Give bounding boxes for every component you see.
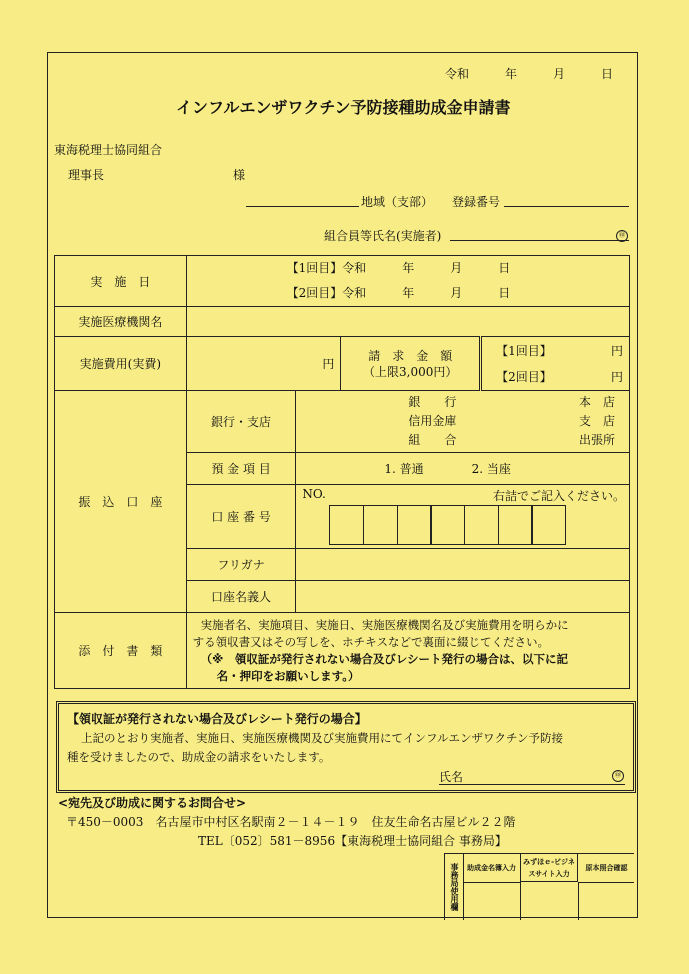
attach-label: 添 付 書 類 <box>55 613 187 689</box>
attach-line2: する領収書又はその写しを、ホチキスなどで裏面に綴じてください。 <box>192 634 549 649</box>
bank-type: 信用金庫 <box>408 414 457 428</box>
bank-type: 組 合 <box>408 433 457 447</box>
claim1-label: 【1回目】 <box>496 343 552 358</box>
claim2-label: 【2回目】 <box>496 369 552 384</box>
digit-boxes <box>330 505 566 545</box>
digit-box[interactable] <box>498 505 533 545</box>
bank-field[interactable] <box>296 391 630 453</box>
addressee-sama: 様 <box>233 168 246 182</box>
digit-box[interactable] <box>363 505 398 545</box>
digit-box[interactable] <box>329 505 364 545</box>
contact-address: 〒450－0003 名古屋市中村区名駅南２－１４－１９ 住友生命名古屋ビル２２階 <box>66 815 516 829</box>
claim-label: 請 求 金 額 <box>368 348 453 363</box>
claim2-yen: 円 <box>610 369 623 384</box>
dose2-date: 【2回目】令和 年 月 日 <box>286 286 511 300</box>
digit-box[interactable] <box>430 505 465 545</box>
cost-label: 実施費用(実費) <box>55 337 187 391</box>
bank-label: 銀行・支店 <box>186 391 296 453</box>
branch-type-list <box>579 393 615 450</box>
clinic-label: 実施医療機関名 <box>55 307 187 337</box>
member-name-label: 組合員等氏名(実施者) <box>324 229 442 243</box>
transfer-label: 振 込 口 座 <box>55 391 187 613</box>
digit-box[interactable] <box>397 505 432 545</box>
date-label: 実 施 日 <box>55 256 187 307</box>
contact-tel: TEL〔052〕581－8956【東海税理士協同組合 事務局】 <box>198 834 507 848</box>
addressee-org: 東海税理士協同組合 <box>54 143 163 157</box>
date-line: 令和 年 月 日 <box>445 67 614 81</box>
office-col2-header: みずほｅ-ビジネスサイト入力 <box>521 854 578 882</box>
date-cell[interactable] <box>186 256 629 307</box>
reg-no-field[interactable] <box>504 206 629 207</box>
cost-yen: 円 <box>322 357 335 371</box>
furigana-field[interactable] <box>296 549 630 581</box>
attach-line3: （※ 領収証が発行されない場合及びレシート発行の場合は、以下に記 <box>200 651 569 666</box>
contact-heading: <宛先及び助成に関するお問合せ> <box>58 796 247 810</box>
claim-limit: （上限3,000円） <box>363 364 458 379</box>
region-field[interactable] <box>246 206 359 207</box>
account-type-options[interactable]: 1. 普通 2. 当座 <box>296 453 630 485</box>
receipt-line1: 上記のとおり実施者、実施日、実施医療機関及び実施費用にてインフルエンザワクチン予防接 <box>81 731 563 745</box>
office-col1-header: 助成金名簿入力 <box>463 854 521 883</box>
office-col3-header: 原本照合確認 <box>579 854 634 883</box>
bank-type: 銀 行 <box>408 395 457 409</box>
holder-label: 口座名義人 <box>186 581 296 613</box>
claim1-row <box>482 338 629 364</box>
holder-field[interactable] <box>296 581 630 613</box>
digit-box[interactable] <box>464 505 499 545</box>
account-type-label: 預 金 項 目 <box>186 453 296 485</box>
region-label: 地域（支部） <box>361 195 434 209</box>
attach-line1: 実施者名、実施項目、実施日、実施医療機関名及び実施費用を明らかに <box>200 617 569 632</box>
receipt-name-label: 氏名 <box>439 770 464 784</box>
addressee-chair: 理事長 <box>68 168 105 182</box>
office-divider <box>520 882 521 920</box>
branch-type: 支 店 <box>578 414 615 428</box>
office-use-box <box>444 853 634 920</box>
form-page <box>47 52 638 918</box>
digit-box[interactable] <box>531 505 566 545</box>
account-no-label: 口 座 番 号 <box>186 485 296 549</box>
claim-label-cell <box>341 337 481 391</box>
claim-field[interactable] <box>481 337 630 391</box>
furigana-label: フリガナ <box>186 549 296 581</box>
account-no-field[interactable] <box>296 485 630 549</box>
receipt-box-title: 【領収証が発行されない場合及びレシート発行の場合】 <box>67 712 367 726</box>
dose1-date: 【1回目】令和 年 月 日 <box>286 261 511 275</box>
office-side-label: 事務局使用欄 <box>445 854 464 920</box>
seal-icon: ㊞ <box>616 230 628 242</box>
clinic-field[interactable] <box>186 307 629 337</box>
no-prefix: NO. <box>302 487 326 501</box>
attach-line4: 名・押印をお願いします。） <box>216 668 360 683</box>
receipt-line2: 種を受けましたので、助成金の請求をいたします。 <box>67 750 331 764</box>
seal-icon: ㊞ <box>612 770 624 782</box>
member-name-field[interactable] <box>450 240 629 241</box>
branch-type: 本 店 <box>578 395 615 409</box>
attach-text <box>186 613 629 689</box>
claim2-row <box>482 364 629 390</box>
receipt-box <box>56 701 636 793</box>
bank-type-list <box>408 393 456 450</box>
branch-type: 出張所 <box>578 433 615 447</box>
cost-field[interactable] <box>186 337 341 391</box>
reg-no-label: 登録番号 <box>452 195 501 209</box>
form-title: インフルエンザワクチン予防接種助成金申請書 <box>176 98 511 117</box>
claim1-yen: 円 <box>610 343 623 358</box>
right-align-note: 右詰でご記入ください。 <box>492 489 625 503</box>
receipt-name-field[interactable] <box>439 784 625 785</box>
application-table <box>54 255 630 689</box>
office-divider <box>578 882 579 920</box>
